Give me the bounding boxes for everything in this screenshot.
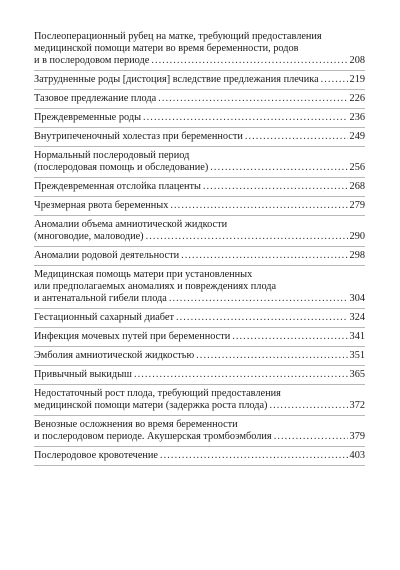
dot-leader bbox=[245, 131, 348, 143]
dot-leader bbox=[170, 200, 347, 212]
toc-entry[interactable] bbox=[34, 266, 365, 309]
toc-entry-last-line bbox=[34, 331, 365, 343]
dot-leader bbox=[143, 112, 348, 124]
toc-entry-last-line bbox=[34, 350, 365, 362]
toc-entry-title-line: Затрудненные роды [дистоция] вследствие предлежания плечика bbox=[34, 74, 319, 85]
toc-entry-title-line: Преждевременные роды bbox=[34, 112, 141, 123]
toc-entry[interactable] bbox=[34, 385, 365, 416]
toc-page-number: 298 bbox=[349, 250, 365, 261]
toc-entry-last-line bbox=[34, 74, 365, 86]
toc-entry-last-line bbox=[34, 250, 365, 262]
dot-leader bbox=[151, 55, 347, 67]
toc-entry-last-line bbox=[34, 400, 365, 412]
toc-entry-title-line: Эмболия амниотической жидкостью bbox=[34, 350, 195, 361]
toc-entry-title-line: Аномалии объема амниотической жидкости bbox=[34, 219, 228, 230]
toc-entry-title-line: и в послеродовом периоде bbox=[34, 55, 150, 66]
toc-entry-last-line bbox=[34, 312, 365, 324]
dot-leader bbox=[196, 350, 347, 362]
toc-entry-last-line bbox=[34, 131, 365, 143]
toc-page-number: 304 bbox=[349, 293, 365, 304]
table-of-contents bbox=[34, 28, 365, 466]
toc-entry[interactable] bbox=[34, 147, 365, 178]
toc-entry-title-line: и послеродовом периоде. Акушерская тромбоэмболия bbox=[34, 431, 272, 442]
toc-page-number: 219 bbox=[349, 74, 365, 85]
toc-entry-title-line: или предполагаемых аномалиях и повреждениях плода bbox=[34, 281, 277, 292]
dot-leader bbox=[232, 331, 347, 343]
toc-entry-last-line bbox=[34, 200, 365, 212]
toc-entry-last-line bbox=[34, 431, 365, 443]
toc-entry[interactable] bbox=[34, 416, 365, 447]
dot-leader bbox=[210, 162, 347, 174]
toc-entry-title-line: Чрезмерная рвота беременных bbox=[34, 200, 169, 211]
toc-entry[interactable] bbox=[34, 128, 365, 147]
toc-entry-last-line bbox=[34, 231, 365, 243]
dot-leader bbox=[146, 231, 348, 243]
toc-entry-last-line bbox=[34, 450, 365, 462]
toc-entry-title-line: Венозные осложнения во время беременности bbox=[34, 419, 238, 430]
toc-entry-title-line: (многоводие, маловодие) bbox=[34, 231, 144, 242]
toc-entry-title-line: Аномалии родовой деятельности bbox=[34, 250, 180, 261]
toc-page-number: 351 bbox=[349, 350, 365, 361]
toc-entry-title-line: Нормальный послеродовый период bbox=[34, 150, 190, 161]
toc-page-number: 324 bbox=[349, 312, 365, 323]
toc-entry-last-line bbox=[34, 369, 365, 381]
toc-page-number: 256 bbox=[349, 162, 365, 173]
toc-entry-title-line: Гестационный сахарный диабет bbox=[34, 312, 174, 323]
toc-entry-last-line bbox=[34, 162, 365, 174]
toc-entry-last-line bbox=[34, 55, 365, 67]
toc-entry[interactable] bbox=[34, 90, 365, 109]
toc-entry-last-line bbox=[34, 112, 365, 124]
toc-entry-title-line: Привычный выкидыш bbox=[34, 369, 132, 380]
toc-page-number: 249 bbox=[349, 131, 365, 142]
toc-entry[interactable] bbox=[34, 178, 365, 197]
toc-entry[interactable] bbox=[34, 247, 365, 266]
dot-leader bbox=[160, 450, 348, 462]
toc-page-number: 379 bbox=[349, 431, 365, 442]
toc-entry[interactable] bbox=[34, 366, 365, 385]
toc-entry-last-line bbox=[34, 181, 365, 193]
toc-entry-last-line bbox=[34, 293, 365, 305]
dot-leader bbox=[181, 250, 347, 262]
dot-leader bbox=[158, 93, 347, 105]
dot-leader bbox=[274, 431, 348, 443]
toc-page-number: 279 bbox=[349, 200, 365, 211]
toc-entry[interactable] bbox=[34, 109, 365, 128]
toc-page-number: 341 bbox=[349, 331, 365, 342]
toc-page-number: 268 bbox=[349, 181, 365, 192]
toc-entry[interactable] bbox=[34, 71, 365, 90]
dot-leader bbox=[269, 400, 347, 412]
toc-entry[interactable] bbox=[34, 216, 365, 247]
toc-entry-title-line: и антенатальной гибели плода bbox=[34, 293, 167, 304]
toc-page-number: 365 bbox=[349, 369, 365, 380]
dot-leader bbox=[134, 369, 348, 381]
toc-entry-title-line: Инфекция мочевых путей при беременности bbox=[34, 331, 231, 342]
toc-page-number: 403 bbox=[349, 450, 365, 461]
dot-leader bbox=[321, 74, 348, 86]
toc-entry-title-line: (послеродовая помощь и обследование) bbox=[34, 162, 209, 173]
toc-entry-title-line: Недостаточный рост плода, требующий предоставления bbox=[34, 388, 281, 399]
toc-page-number: 236 bbox=[349, 112, 365, 123]
toc-entry[interactable] bbox=[34, 197, 365, 216]
dot-leader bbox=[203, 181, 348, 193]
toc-entry-title-line: Тазовое предлежание плода bbox=[34, 93, 157, 104]
dot-leader bbox=[176, 312, 348, 324]
toc-page-number: 372 bbox=[349, 400, 365, 411]
dot-leader bbox=[169, 293, 348, 305]
toc-entry-title-line: Послеродовое кровотечение bbox=[34, 450, 158, 461]
toc-entry-last-line bbox=[34, 93, 365, 105]
toc-entry-title-line: Медицинская помощь матери при установленных bbox=[34, 269, 253, 280]
toc-page-number: 290 bbox=[349, 231, 365, 242]
toc-entry-title-line: Послеоперационный рубец на матке, требующий предоставления bbox=[34, 31, 322, 42]
toc-entry-title-line: Преждевременная отслойка плаценты bbox=[34, 181, 201, 192]
toc-entry-title-line: Внутрипеченочный холестаз при беременности bbox=[34, 131, 243, 142]
toc-entry[interactable] bbox=[34, 347, 365, 366]
toc-page-number: 208 bbox=[349, 55, 365, 66]
toc-entry[interactable] bbox=[34, 328, 365, 347]
toc-entry[interactable] bbox=[34, 447, 365, 466]
toc-page-number: 226 bbox=[349, 93, 365, 104]
toc-entry-title-line: медицинской помощи матери во время беременности, родов bbox=[34, 43, 299, 54]
toc-entry-title-line: медицинской помощи матери (задержка роста плода) bbox=[34, 400, 268, 411]
toc-entry[interactable] bbox=[34, 309, 365, 328]
toc-entry[interactable] bbox=[34, 28, 365, 71]
